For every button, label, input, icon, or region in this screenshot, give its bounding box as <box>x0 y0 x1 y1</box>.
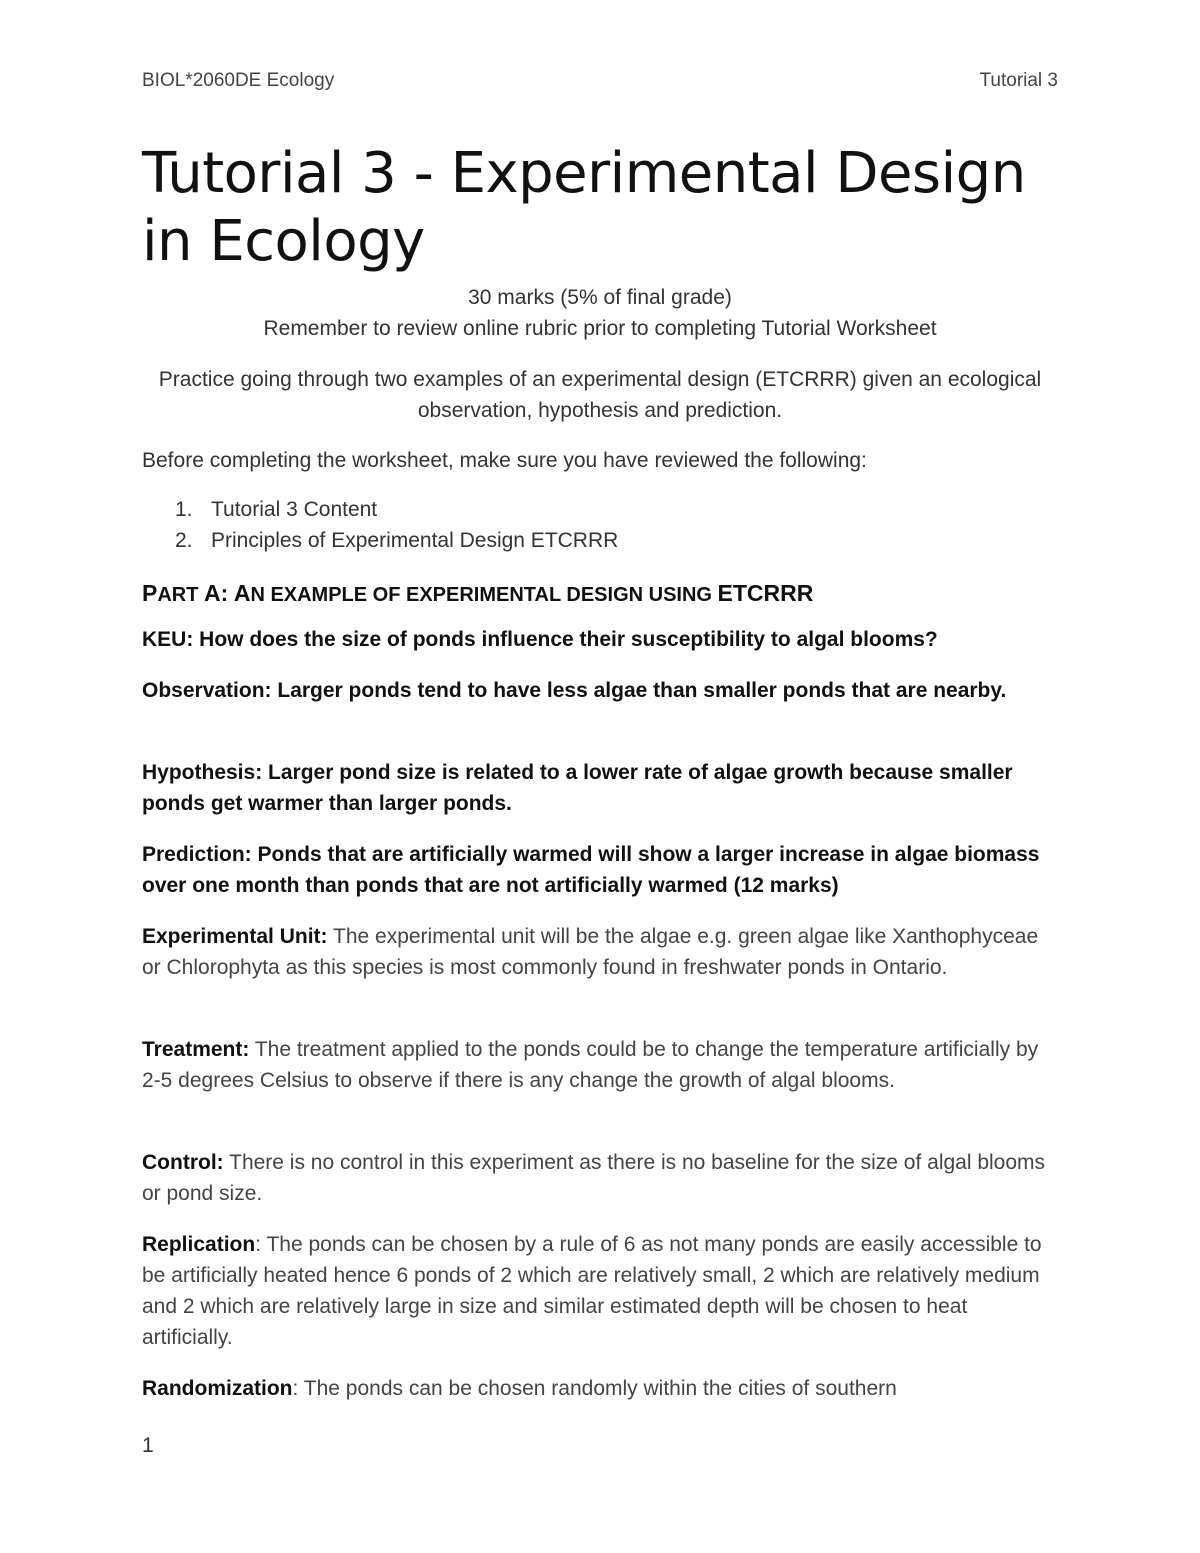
list-text: Principles of Experimental Design ETCRRR <box>211 529 619 552</box>
replication-text: : The ponds can be chosen by a rule of 6 as not many ponds are easily accessible to be artificially heated hence 6 ponds of 2 which are relatively small, 2 which are relatively medium and 2 which are relatively large in size and similar estimated depth will be chosen to heat artificially. <box>142 1233 1042 1349</box>
hypothesis-statement: Hypothesis: Larger pond size is related to a lower rate of algae growth because smaller ponds get warmer than larger ponds. <box>142 761 1013 815</box>
experimental-unit-paragraph <box>142 921 1058 983</box>
replication-label: Replication <box>142 1233 256 1256</box>
page-number: 1 <box>142 1434 154 1457</box>
part-a-heading <box>142 580 813 607</box>
replication-paragraph <box>142 1229 1058 1353</box>
observation-statement: Observation: Larger ponds tend to have less algae than smaller ponds that are nearby. <box>142 679 1007 702</box>
treatment-label: Treatment: <box>142 1038 250 1061</box>
header-tutorial: Tutorial 3 <box>979 70 1058 91</box>
control-label: Control: <box>142 1151 224 1174</box>
list-number: 1. <box>175 498 193 521</box>
experimental-unit-text: The experimental unit will be the algae e.g. green algae like Xanthophyceae or Chlorophyta as this species is most commonly found in freshwater ponds in Ontario. <box>142 925 1039 979</box>
list-text: Tutorial 3 Content <box>211 498 378 521</box>
part-a-art: ART <box>157 584 205 606</box>
marks-line: 30 marks (5% of final grade) <box>468 286 732 309</box>
prediction-statement: Prediction: Ponds that are artificially warmed will show a larger increase in algae biomass over one month than ponds that are not artificially warmed (12 marks) <box>142 843 1040 897</box>
list-number: 2. <box>175 529 193 552</box>
randomization-label: Randomization <box>142 1377 293 1400</box>
practice-paragraph: Practice going through two examples of an experimental design (ETCRRR) given an ecological observation, hypothesis and prediction. <box>158 368 1042 422</box>
randomization-paragraph <box>142 1373 1058 1404</box>
list-item <box>175 494 618 525</box>
review-list <box>175 494 618 556</box>
list-item <box>175 525 618 556</box>
before-paragraph: Before completing the worksheet, make sure you have reviewed the following: <box>142 449 867 472</box>
experimental-unit-label: Experimental Unit: <box>142 925 328 948</box>
part-a-rest: N EXAMPLE OF EXPERIMENTAL DESIGN USING <box>250 584 718 606</box>
part-a-cap-a: A: A <box>204 580 251 606</box>
treatment-text: The treatment applied to the ponds could be to change the temperature artificially by 2-5 degrees Celsius to observe if there is any change the growth of algal blooms. <box>142 1038 1039 1092</box>
page-title: Tutorial 3 - Experimental Design in Ecology <box>142 141 1026 274</box>
randomization-text: : The ponds can be chosen randomly within the cities of southern <box>292 1377 897 1400</box>
control-text: There is no control in this experiment as there is no baseline for the size of algal blooms or pond size. <box>142 1151 1046 1205</box>
part-a-cap-p: P <box>142 580 158 606</box>
keu-question: KEU: How does the size of ponds influence their susceptibility to algal blooms? <box>142 628 938 651</box>
header-course: BIOL*2060DE Ecology <box>142 70 335 91</box>
treatment-paragraph <box>142 1034 1058 1096</box>
control-paragraph <box>142 1147 1058 1209</box>
reminder-line: Remember to review online rubric prior to completing Tutorial Worksheet <box>263 317 937 340</box>
part-a-etcrrr: ETCRRR <box>717 580 814 606</box>
